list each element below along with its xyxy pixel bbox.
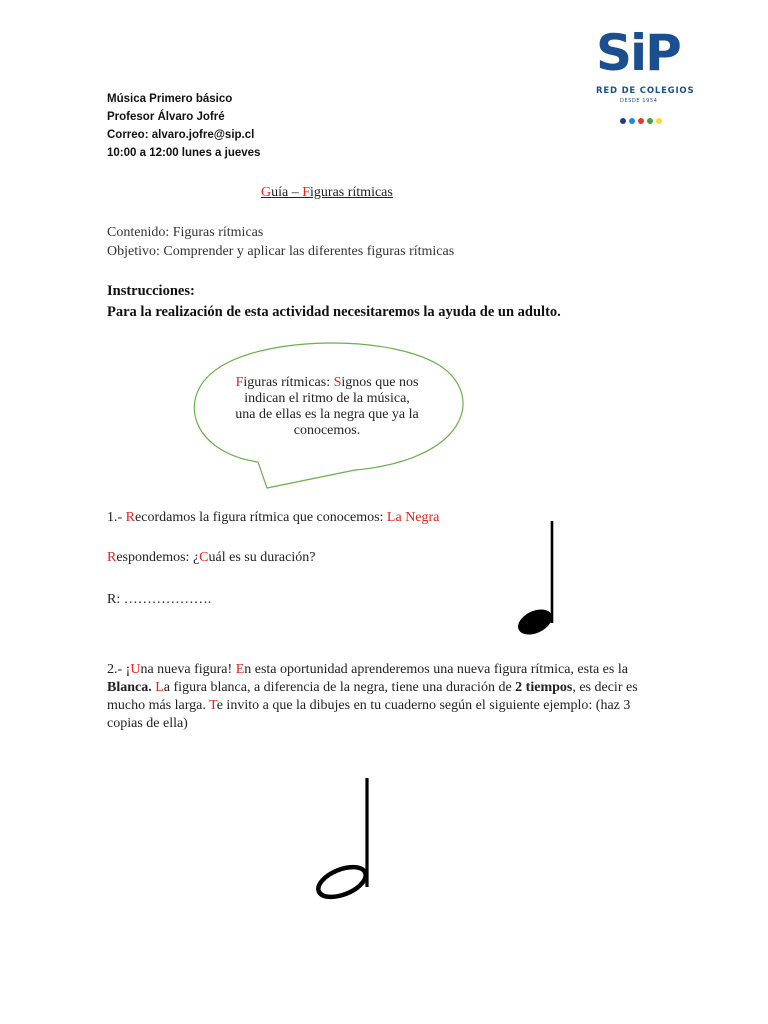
sip-logo — [590, 24, 700, 128]
logo-dot — [656, 118, 662, 124]
contenido: Contenido: Figuras rítmicas — [107, 225, 264, 240]
header-course: Música Primero básico — [107, 93, 233, 105]
logo-dot — [629, 118, 635, 124]
instrucciones-heading: Instrucciones: — [107, 283, 195, 299]
page-title: Guía – Figuras rítmicas — [261, 185, 393, 200]
question-1-duration: Respondemos: ¿Cuál es su duración? — [107, 550, 316, 565]
question-2: 2.- ¡Una nueva figura! En esta oportunidad aprenderemos una nueva figura rítmica, esta es la Blanca. La figura blanca, a diferencia de la negra, tiene una duración de 2 tiempos, es decir es mucho más larga. Te invito a que la dibujes en tu cuaderno según el siguiente ejemplo: (haz 3 copias de ella) — [107, 662, 638, 731]
answer-line: R: ………………. — [107, 592, 212, 607]
question-1: 1.- Recordamos la figura rítmica que conocemos: La Negra — [107, 510, 440, 525]
objetivo: Objetivo: Comprender y aplicar las diferentes figuras rítmicas — [107, 244, 455, 259]
logo-line2: DESDE 1954 — [620, 98, 658, 104]
logo-dot — [647, 118, 653, 124]
header-email: Correo: alvaro.jofre@sip.cl — [107, 129, 255, 141]
logo-brand: SiP — [596, 24, 680, 82]
logo-dot — [620, 118, 626, 124]
half-note-icon — [305, 772, 385, 907]
logo-dot — [638, 118, 644, 124]
bubble-text: Figuras rítmicas: Signos que nos indican el ritmo de la música, una de ellas es la negra que ya la conocemos. — [235, 375, 419, 438]
quarter-note-icon — [510, 515, 570, 640]
header-block — [107, 90, 260, 162]
header-teacher: Profesor Álvaro Jofré — [107, 111, 225, 123]
logo-line1: RED DE COLEGIOS — [596, 86, 695, 96]
instrucciones-text: Para la realización de esta actividad necesitaremos la ayuda de un adulto. — [107, 304, 561, 320]
header-schedule: 10:00 a 12:00 lunes a jueves — [107, 147, 261, 159]
logo-dots — [620, 118, 670, 126]
